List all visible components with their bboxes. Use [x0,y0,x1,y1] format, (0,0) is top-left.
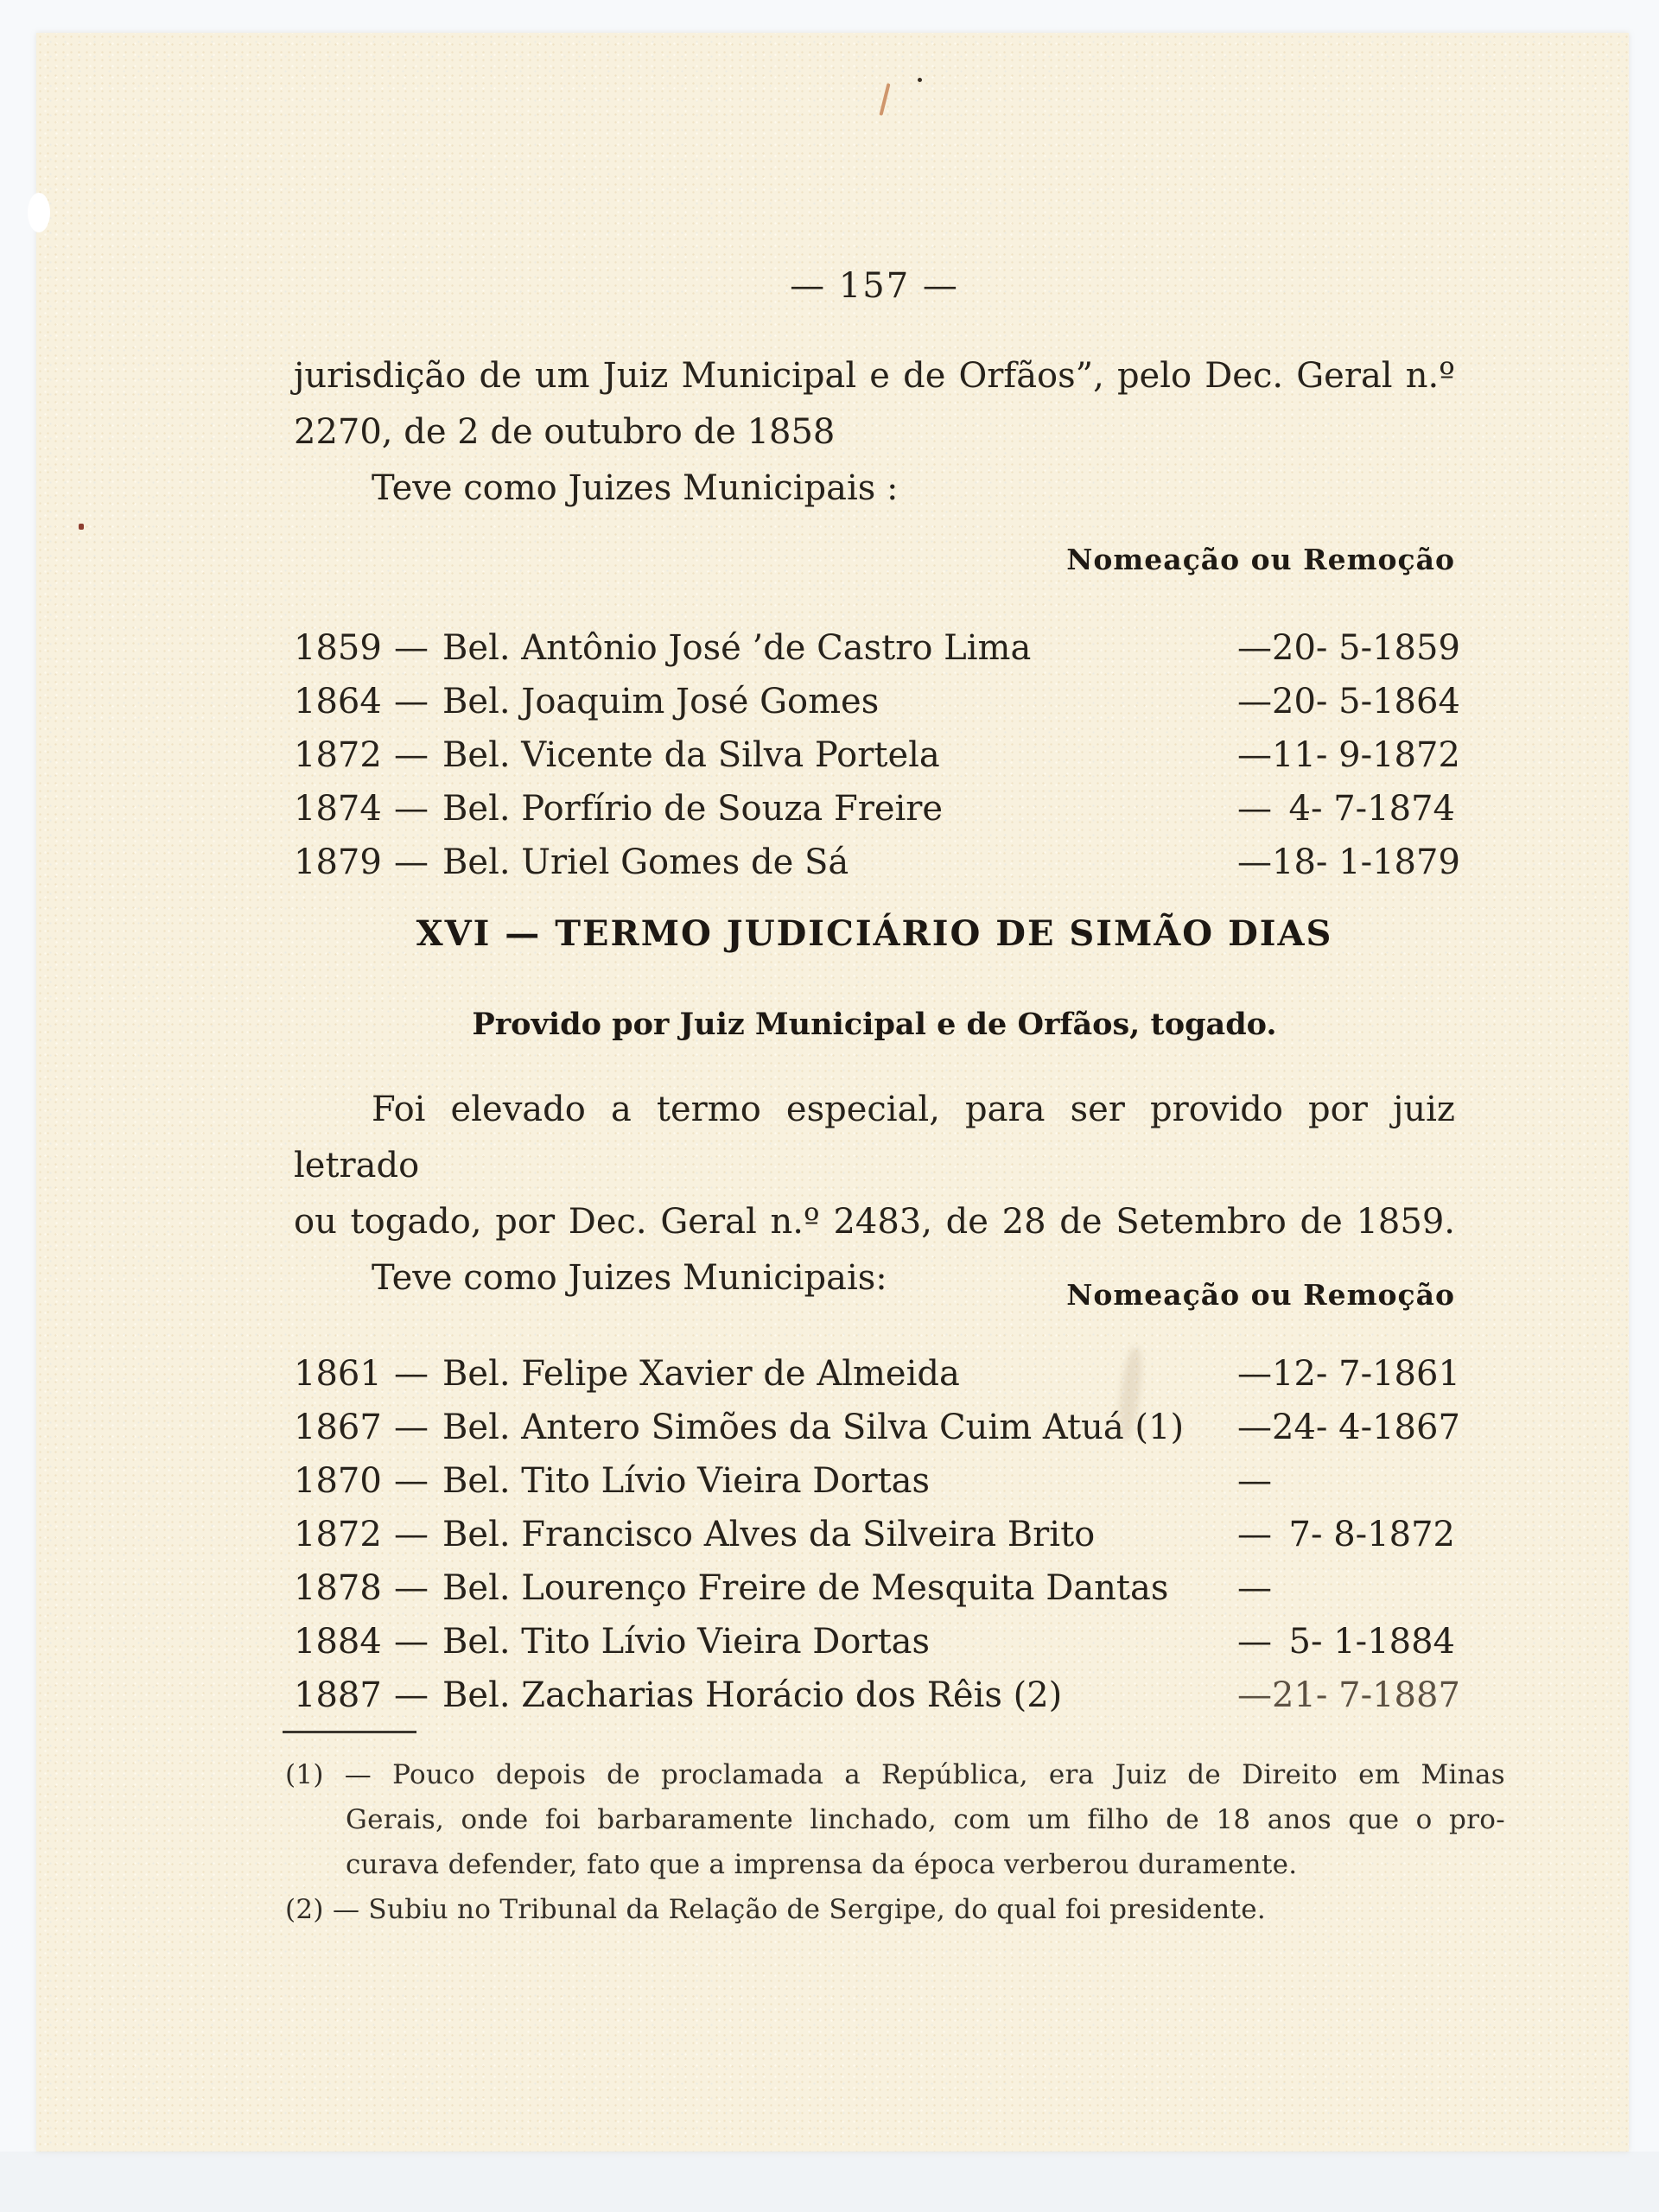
appointment-date: 11- 9-1872 [1272,735,1460,775]
row-year: 1861 [294,1354,382,1394]
date-dash: — [1237,1568,1272,1608]
appointment-date-cell [1237,1669,1460,1722]
row-year: 1872 [294,735,382,775]
table-row [294,1401,1460,1454]
date-dash: — [1237,1675,1272,1715]
body2-line-1: Foi elevado a termo especial, para ser provido por juiz letrado [294,1090,1455,1185]
row-year: 1859 [294,628,382,668]
appointment-date-cell [1237,728,1460,782]
row-separator-dash: — [394,1675,429,1715]
intro-paragraph [294,348,1455,517]
row-separator-dash: — [394,1354,429,1394]
judge-name: Bel. Francisco Alves da Silveira Brito [442,1515,1096,1554]
judge-name: Bel. Zacharias Horácio dos Rêis (2) [442,1675,1063,1715]
table-row [294,836,1460,889]
row-separator-dash: — [394,1408,429,1447]
footnote-divider-rule [283,1731,416,1733]
row-year: 1887 [294,1675,382,1715]
appointment-date-cell [1237,1508,1455,1561]
footnote-1-line-2: Gerais, onde foi barbaramente linchado, com um filho de 18 anos que o pro- [346,1804,1505,1835]
judge-name: Bel. Porfírio de Souza Freire [442,789,944,829]
table-row [294,621,1460,675]
section-title: XVI — TERMO JUDICIÁRIO DE SIMÃO DIAS [416,913,1333,954]
appointment-date-cell [1237,782,1455,836]
judge-name: Bel. Antero Simões da Silva Cuim Atuá (1) [442,1408,1185,1447]
date-dash: — [1237,682,1272,721]
row-year: 1878 [294,1568,382,1608]
appointment-date-cell [1237,675,1460,728]
appointment-date: 24- 4-1867 [1272,1408,1460,1447]
table-row [294,1669,1460,1722]
table-row [294,1615,1455,1669]
judge-name: Bel. Uriel Gomes de Sá [442,842,849,882]
appointment-date: 20- 5-1864 [1272,682,1460,721]
appointment-date-cell [1237,1454,1455,1508]
table2-column-header: Nomeação ou Remoção [1066,1278,1455,1312]
row-separator-dash: — [394,1568,429,1608]
judges-table-2 [294,1347,1460,1722]
date-dash: — [1237,628,1272,668]
intro-line-1: jurisdição de um Juiz Municipal e de Orfãos”, pelo Dec. Geral n.º [294,356,1455,396]
appointment-date-cell [1237,836,1460,889]
body2-line-2: ou togado, por Dec. Geral n.º 2483, de 28 de Setembro de 1859. [294,1202,1455,1242]
appointment-date-cell [1237,1561,1455,1615]
date-dash: — [1237,1461,1272,1501]
appointment-date: 7- 8-1872 [1288,1515,1455,1554]
appointment-date: 12- 7-1861 [1272,1354,1460,1394]
intro-line-3: Teve como Juizes Municipais : [372,468,899,508]
table-row [294,1454,1455,1508]
row-separator-dash: — [394,628,429,668]
date-dash: — [1237,1354,1272,1394]
footnote-2: (2) — Subiu no Tribunal da Relação de Sergipe, do qual foi presidente. [285,1894,1267,1925]
row-separator-dash: — [394,1622,429,1662]
row-year: 1879 [294,842,382,882]
appointment-date-cell [1237,621,1460,675]
row-separator-dash: — [394,789,429,829]
table-row [294,728,1460,782]
date-dash: — [1237,1622,1272,1662]
row-year: 1884 [294,1622,382,1662]
paper-edge-notch [28,193,50,232]
footnote-1-line-1: (1) — Pouco depois de proclamada a República, era Juiz de Direito em Minas [285,1759,1505,1790]
appointment-date: 18- 1-1879 [1272,842,1460,882]
table-row [294,675,1460,728]
table-row [294,782,1455,836]
footnote-1-line-3: curava defender, fato que a imprensa da época verberou duramente. [346,1849,1298,1880]
judge-name: Bel. Lourenço Freire de Mesquita Dantas [442,1568,1169,1608]
appointment-date: 21- 7-1887 [1272,1675,1460,1715]
date-dash: — [1237,842,1272,882]
judges-table-1 [294,621,1460,889]
table1-column-header: Nomeação ou Remoção [1066,543,1455,576]
table-row [294,1347,1460,1401]
date-dash: — [1237,735,1272,775]
footnotes [285,1752,1505,1932]
date-dash: — [1237,1515,1272,1554]
judge-name: Bel. Felipe Xavier de Almeida [442,1354,960,1394]
judge-name: Bel. Antônio José ’de Castro Lima [442,628,1032,668]
judge-name: Bel. Tito Lívio Vieira Dortas [442,1461,931,1501]
appointment-date-cell [1237,1615,1455,1669]
row-separator-dash: — [394,1515,429,1554]
appointment-date: 4- 7-1874 [1288,789,1455,829]
appointment-date-cell [1237,1347,1460,1401]
red-speck [79,524,84,530]
table-row [294,1508,1455,1561]
row-year: 1864 [294,682,382,721]
row-separator-dash: — [394,842,429,882]
appointment-date: 5- 1-1884 [1288,1622,1455,1662]
book-page-paper [36,33,1629,2152]
row-separator-dash: — [394,735,429,775]
appointment-date: 20- 5-1859 [1272,628,1460,668]
intro-line-2: 2270, de 2 de outubro de 1858 [294,412,836,452]
judge-name: Bel. Joaquim José Gomes [442,682,880,721]
row-year: 1874 [294,789,382,829]
row-year: 1867 [294,1408,382,1447]
row-year: 1870 [294,1461,382,1501]
section-subtitle: Provido por Juiz Municipal e de Orfãos, togado. [472,1007,1277,1042]
date-dash: — [1237,789,1272,829]
row-separator-dash: — [394,1461,429,1501]
second-paragraph [294,1082,1455,1306]
scan-bottom-margin [0,2152,1659,2212]
table-row [294,1561,1455,1615]
judge-name: Bel. Vicente da Silva Portela [442,735,940,775]
date-dash: — [1237,1408,1272,1447]
row-separator-dash: — [394,682,429,721]
row-year: 1872 [294,1515,382,1554]
page-number: — 157 — [790,266,959,306]
appointment-date-cell [1237,1401,1460,1454]
body2-line-3: Teve como Juizes Municipais: [372,1258,887,1298]
judge-name: Bel. Tito Lívio Vieira Dortas [442,1622,931,1662]
